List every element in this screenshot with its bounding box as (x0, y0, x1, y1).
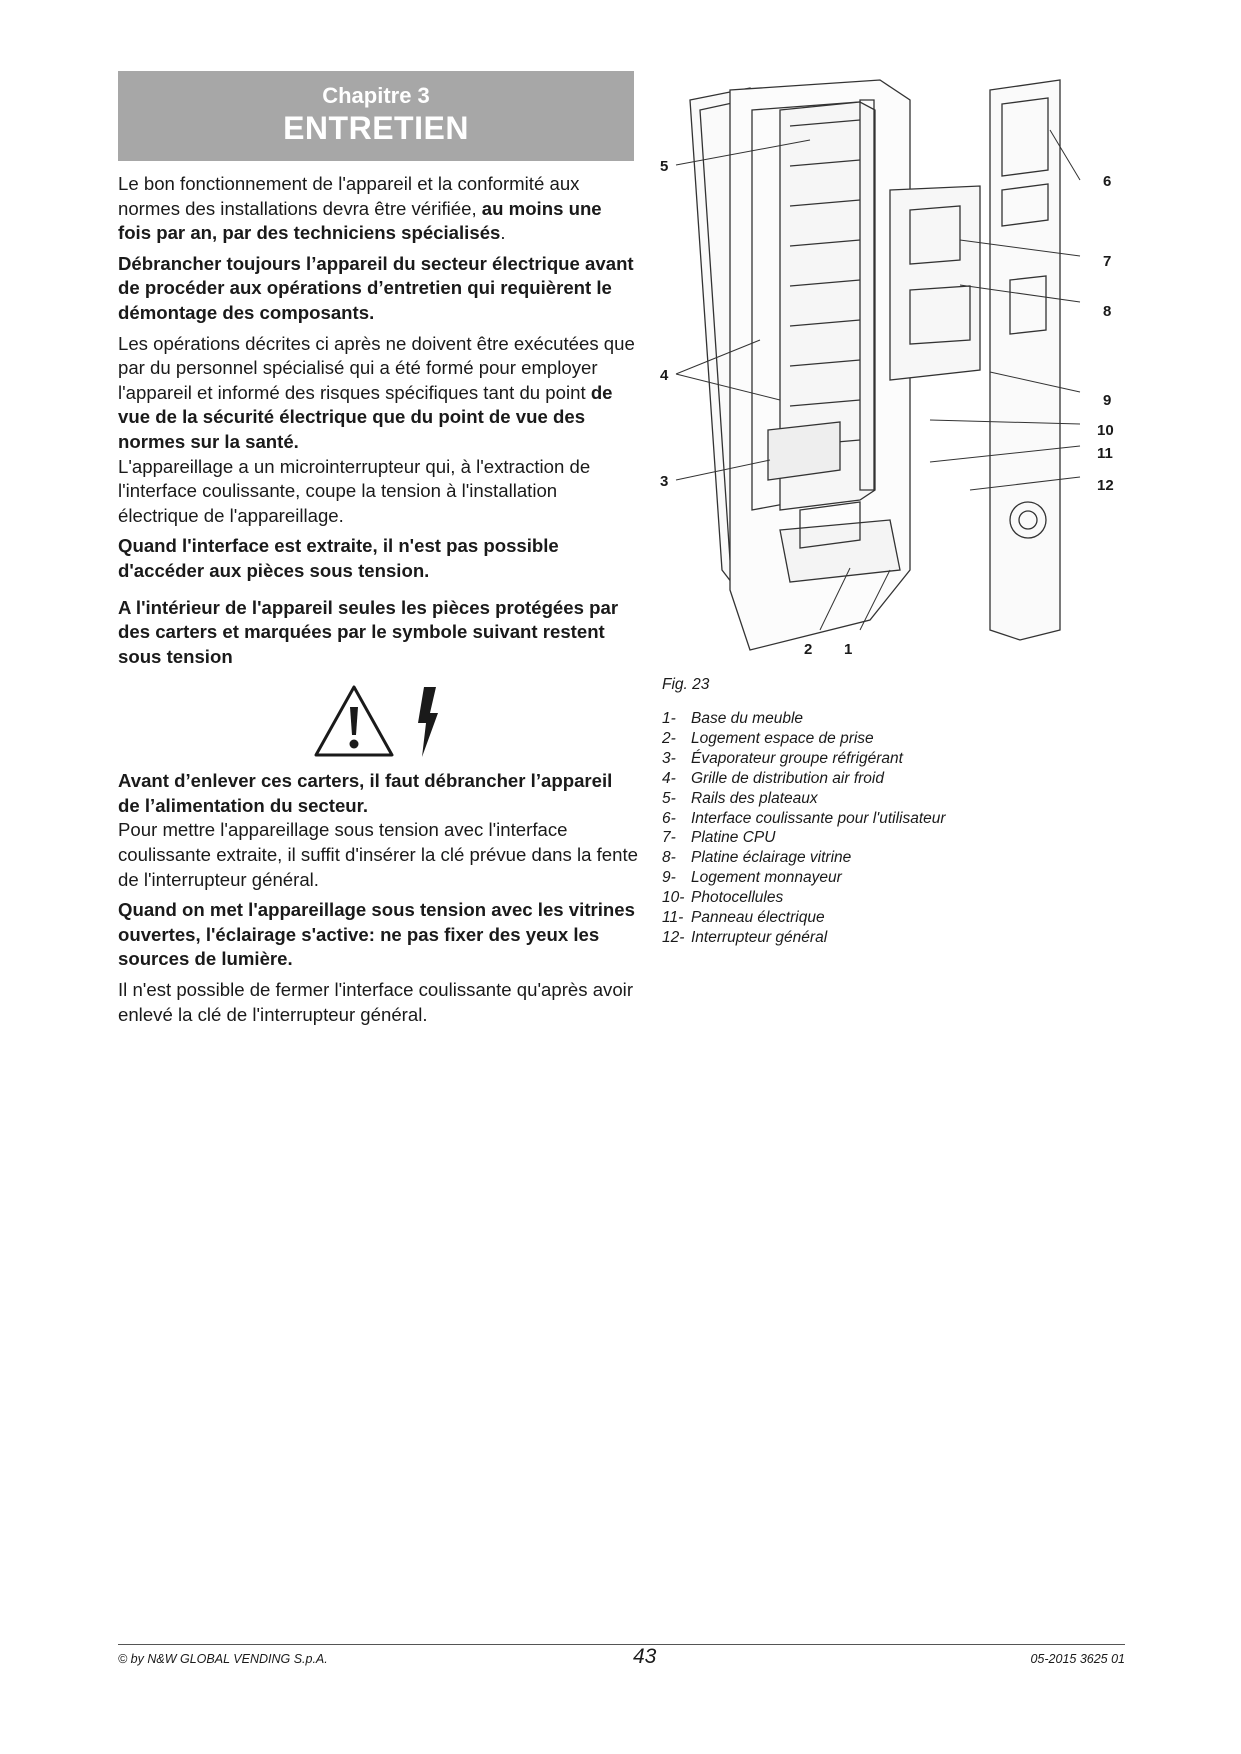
callout-1: 1 (844, 641, 853, 658)
legend-item: 10- Photocellules (662, 889, 784, 907)
legend-item: 1- Base du meuble (662, 710, 804, 727)
vending-machine-figure (660, 70, 1126, 670)
legend-item: 4- Grille de distribution air froid (662, 769, 884, 787)
footer-copyright: © by N&W GLOBAL VENDING S.p.A. (118, 1652, 328, 1666)
legend-item: 3- Évaporateur groupe réfrigérant (662, 749, 903, 767)
callout-9: 9 (1103, 392, 1112, 409)
callout-10: 10 (1097, 422, 1114, 439)
paragraph-7: Quand on met l'appareillage sous tension avec les vitrines ouvertes, l'éclairage s'active: ne pas fixer des yeux les sources de lumière. (118, 899, 635, 970)
callout-11: 11 (1097, 445, 1113, 462)
warning-symbols (118, 683, 638, 759)
callout-4: 4 (660, 367, 669, 384)
callout-8: 8 (1103, 303, 1112, 320)
callout-2: 2 (804, 641, 813, 658)
figure-legend (662, 709, 946, 948)
legend-item: 5- Rails des plateaux (662, 789, 818, 807)
paragraph-1: Le bon fonctionnement de l'appareil et la conformité aux normes des installations devra être vérifiée, au moins une fois par an, par des techniciens spécialisés. (118, 173, 602, 244)
paragraph-3: Les opérations décrites ci après ne doivent être exécutées que par du personnel spécialisé qui a été formé pour employer l'appareil et informé des risques spécifiques tant du point de vue de la sécurité électrique que du point de vue des normes sur la santé. L'appareillage a un microinterrupteur qui, à l'extraction de l'interface coulissante, coupe la tension à l'installation électrique de l'appareillage. (118, 332, 635, 526)
page-number: 43 (633, 1645, 657, 1668)
chapter-label: Chapitre 3 (322, 83, 430, 108)
legend-item: 7- Platine CPU (662, 829, 776, 847)
legend-item: 2- Logement espace de prise (662, 729, 874, 747)
footer-divider (118, 1644, 1125, 1645)
paragraph-4: Quand l'interface est extraite, il n'est pas possible d'accéder aux pièces sous tension. (118, 535, 559, 581)
body-text (118, 172, 638, 1033)
warning-triangle-icon (312, 683, 396, 759)
chapter-title: ENTRETIEN (283, 110, 469, 146)
paragraph-8: Il n'est possible de fermer l'interface coulissante qu'après avoir enlevé la clé de l'interrupteur général. (118, 979, 634, 1025)
paragraph-2: Débrancher toujours l’appareil du secteur électrique avant de procéder aux opérations d’entretien qui requièrent le démontage des composants. (118, 252, 634, 323)
callout-6: 6 (1103, 173, 1112, 190)
callout-3: 3 (660, 473, 669, 490)
paragraph-6: Avant d’enlever ces carters, il faut débrancher l’appareil de l’alimentation du secteur. Pour mettre l'appareillage sous tension avec l'interface coulissante extraite, il suffit d'insérer la clé prévue dans la fente de l'interrupteur général. (118, 770, 638, 890)
paragraph-5: A l'intérieur de l'appareil seules les pièces protégées par des carters et marquées par le symbole suivant restent sous tension (118, 596, 619, 667)
callout-7: 7 (1103, 253, 1112, 270)
legend-item: 12- Interrupteur général (662, 928, 828, 946)
legend-item: 9- Logement monnayeur (662, 869, 842, 887)
lightning-bolt-icon (414, 683, 444, 759)
callout-5: 5 (660, 158, 669, 175)
figure-caption: Fig. 23 (662, 676, 710, 693)
legend-item: 11- Panneau électrique (662, 909, 825, 927)
callout-12: 12 (1097, 477, 1114, 494)
chapter-header (118, 71, 634, 161)
legend-item: 6- Interface coulissante pour l'utilisateur (662, 809, 946, 827)
legend-item: 8- Platine éclairage vitrine (662, 849, 852, 867)
footer-doc-ref: 05-2015 3625 01 (1030, 1652, 1125, 1666)
